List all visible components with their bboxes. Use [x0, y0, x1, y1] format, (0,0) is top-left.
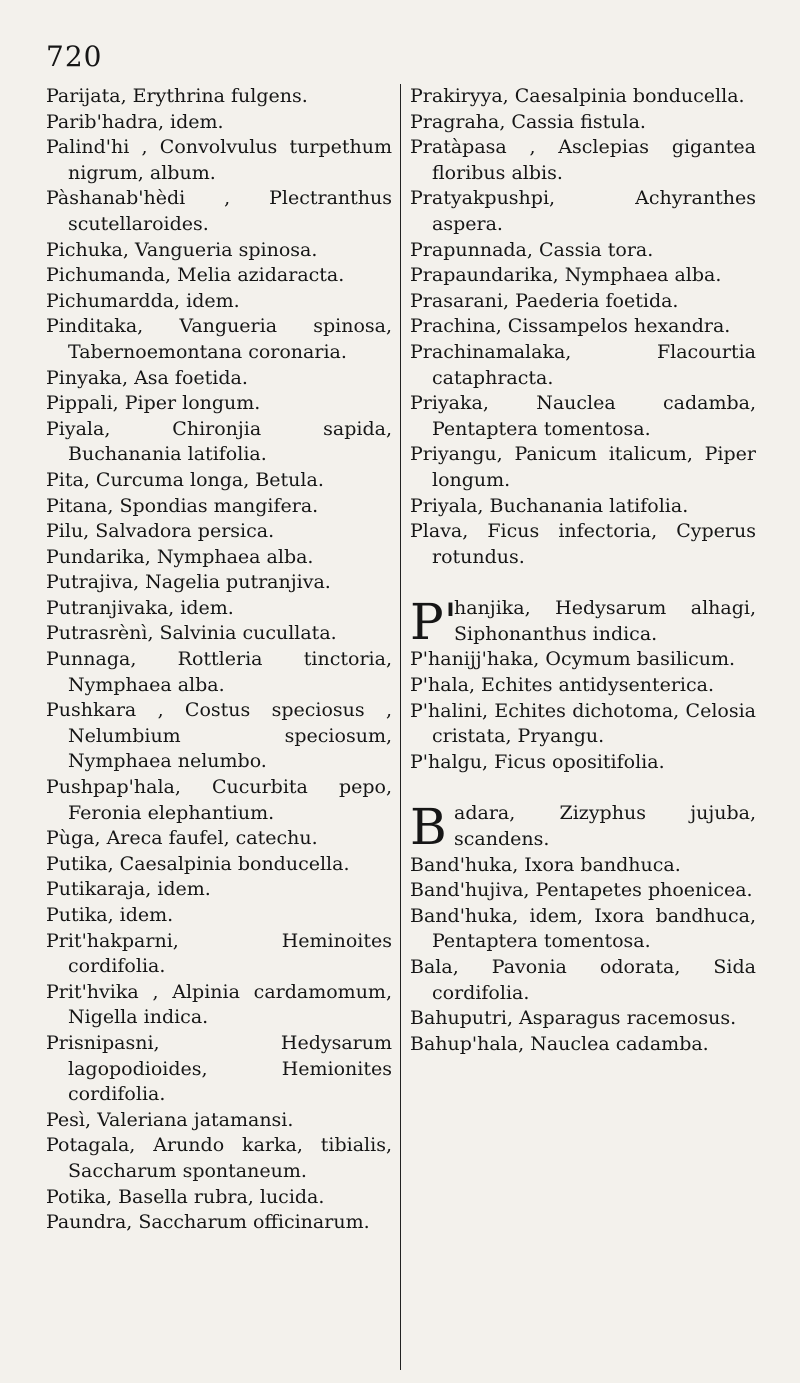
dictionary-entry: Pinyaka, Asa foetida.: [46, 366, 248, 389]
dictionary-entry: Band'huka, idem, Ixora bandhuca, Pentaptera tomentosa.: [410, 904, 756, 953]
dictionary-entry: Pichuka, Vangueria spinosa.: [46, 238, 318, 261]
dictionary-entry: Bahup'hala, Nauclea cadamba.: [410, 1032, 709, 1055]
dictionary-entry: Prachinamalaka, Flacourtia cataphracta.: [410, 340, 756, 389]
dictionary-entry: Putika, Caesalpinia bonducella.: [46, 852, 350, 875]
dictionary-entry: Paundra, Saccharum officinarum.: [46, 1211, 370, 1234]
dictionary-entry: Prakiryya, Caesalpinia bonducella.: [410, 85, 745, 107]
dictionary-entry: Pesì, Valeriana jatamansi.: [46, 1108, 294, 1131]
dictionary-entry: Prachina, Cissampelos hexandra.: [410, 315, 731, 338]
dictionary-entry: Pushpap'hala, Cucurbita pepo, Feronia elephantium.: [46, 776, 392, 824]
dictionary-entry: Prapunnada, Cassia tora.: [410, 238, 654, 261]
dictionary-entry: Pippali, Piper longum.: [46, 392, 261, 415]
dictionary-entry: Pundarika, Nymphaea alba.: [46, 545, 314, 568]
dictionary-entry: Pratyakpushpi, Achyranthes aspera.: [410, 187, 756, 235]
left-column: [46, 84, 392, 1236]
dictionary-entry: Parijata, Erythrina fulgens.: [46, 85, 308, 107]
dictionary-entry: Bahuputri, Asparagus racemosus.: [410, 1007, 737, 1030]
dictionary-entry: Pichumanda, Melia azidaracta.: [46, 264, 345, 287]
b-first-entry: [410, 798, 756, 857]
dictionary-entry: Putranjivaka, idem.: [46, 596, 234, 619]
dictionary-entry: Putika, idem.: [46, 904, 174, 926]
ph-first-entry: [410, 593, 756, 652]
dictionary-entry: Pitana, Spondias mangifera.: [46, 494, 319, 517]
b-first-entry-text: adara, Zizyphus jujuba, scandens.: [454, 802, 756, 851]
dictionary-entry: Pratàpasa , Asclepias gigantea floribus albis.: [410, 136, 756, 184]
dictionary-entry: Band'huka, Ixora bandhuca.: [410, 853, 681, 876]
b-entries: [410, 853, 756, 1058]
dictionary-entry: Prit'hvika , Alpinia cardamomum, Nigella indica.: [46, 980, 392, 1029]
dictionary-entry: Pùga, Areca faufel, catechu.: [46, 827, 318, 850]
dictionary-entry: P'hanijj'haka, Ocymum basilicum.: [410, 648, 736, 671]
ph-first-entry-text: hanjika, Hedysarum alhagi, Siphonanthus indica.: [454, 597, 756, 645]
dropcap-ph: P': [410, 593, 458, 652]
dictionary-entry: Putrajiva, Nagelia putranjiva.: [46, 571, 331, 594]
dictionary-entry: Plava, Ficus infectoria, Cyperus rotundus.: [410, 520, 756, 568]
dictionary-entry: Pita, Curcuma longa, Betula.: [46, 468, 324, 491]
dictionary-entry: Priyala, Buchanania latifolia.: [410, 494, 689, 517]
dictionary-entry: Prit'hakparni, Heminoites cordifolia.: [46, 929, 392, 978]
right-column: [410, 84, 756, 1057]
dictionary-entry: P'halini, Echites dichotoma, Celosia cristata, Pryangu.: [410, 699, 756, 748]
dictionary-entry: Punnaga, Rottleria tinctoria, Nymphaea alba.: [46, 648, 392, 696]
dictionary-entry: Pilu, Salvadora persica.: [46, 520, 275, 543]
dictionary-entry: Priyangu, Panicum italicum, Piper longum.: [410, 443, 756, 491]
dictionary-entry: Putrasrènì, Salvinia cucullata.: [46, 622, 337, 645]
dictionary-entry: Potagala, Arundo karka, tibialis, Saccharum spontaneum.: [46, 1134, 392, 1182]
dictionary-entry: Palind'hi , Convolvulus turpethum nigrum, album.: [46, 136, 392, 184]
dictionary-entry: Priyaka, Nauclea cadamba, Pentaptera tomentosa.: [410, 392, 756, 440]
dictionary-entry: Prapaundarika, Nymphaea alba.: [410, 264, 722, 287]
dictionary-entry: Prisnipasni, Hedysarum lagopodioides, Hemionites cordifolia.: [46, 1031, 392, 1106]
dictionary-entry: Band'hujiva, Pentapetes phoenicea.: [410, 879, 753, 902]
dictionary-entry: Pragraha, Cassia fistula.: [410, 110, 646, 133]
p-entries: [410, 84, 756, 570]
dictionary-entry: Prasarani, Paederia foetida.: [410, 289, 679, 312]
dictionary-entry: Pushkara , Costus speciosus , Nelumbium speciosum, Nymphaea nelumbo.: [46, 699, 392, 773]
dictionary-entry: Parib'hadra, idem.: [46, 110, 224, 133]
dictionary-entry: Pichumardda, idem.: [46, 289, 240, 312]
dictionary-entry: Piyala, Chironjia sapida, Buchanania latifolia.: [46, 417, 392, 466]
dictionary-entry: Bala, Pavonia odorata, Sida cordifolia.: [410, 956, 756, 1004]
page-number: 720: [46, 40, 103, 73]
dictionary-entry: P'hala, Echites antidysenterica.: [410, 674, 714, 697]
dictionary-entry: Pinditaka, Vangueria spinosa, Tabernoemontana coronaria.: [46, 315, 392, 363]
dictionary-entry: Pàshanab'hèdi , Plectranthus scutellaroides.: [46, 187, 392, 235]
dropcap-b: B: [410, 798, 447, 857]
dictionary-entry: P'halgu, Ficus opositifolia.: [410, 750, 665, 773]
ph-entries: [410, 647, 756, 775]
dictionary-entry: Potika, Basella rubra, lucida.: [46, 1185, 325, 1208]
section-gap: [410, 775, 756, 801]
dictionary-entry: Putikaraja, idem.: [46, 878, 211, 901]
column-divider: [400, 84, 401, 1370]
section-gap: [410, 570, 756, 596]
